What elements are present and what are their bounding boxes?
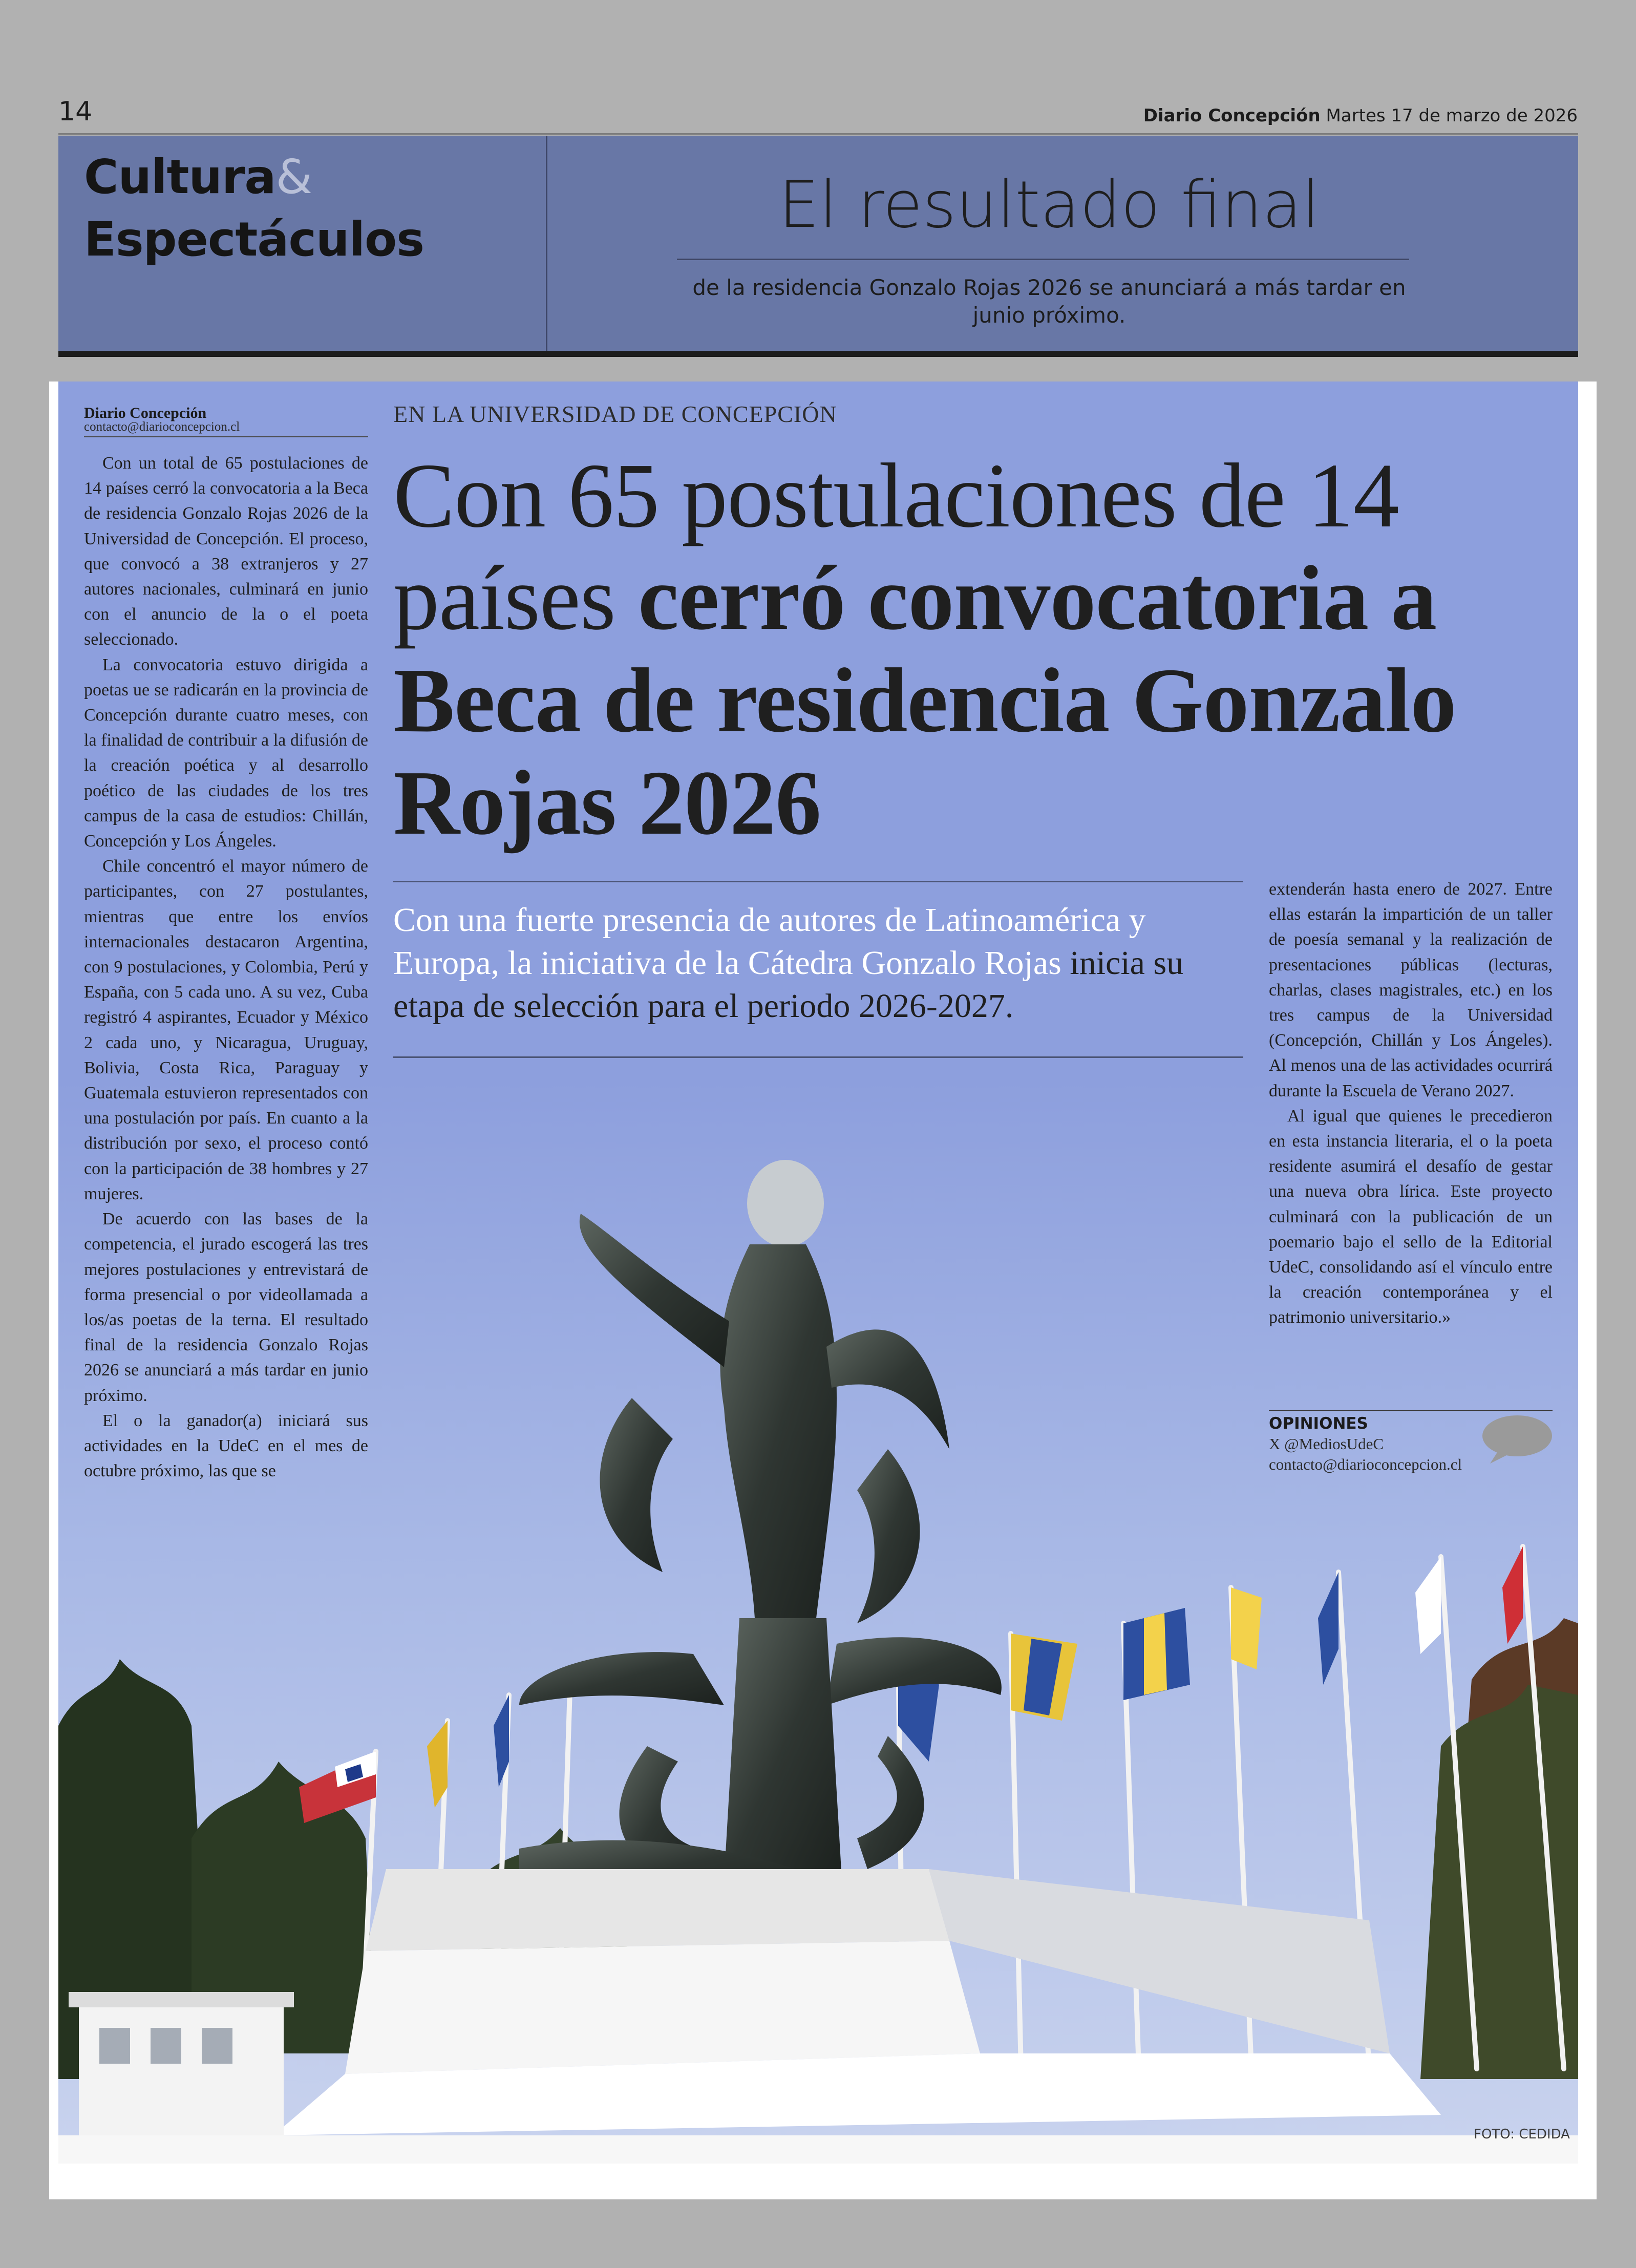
- lead-light: Con una fuerte presencia de autores de Latinoamérica y Europa, la iniciativa de la Cátedra Gonzalo Rojas: [393, 901, 1146, 982]
- kicker: EN LA UNIVERSIDAD DE CONCEPCIÓN: [393, 401, 837, 427]
- banner-subtitle: de la residencia Gonzalo Rojas 2026 se anunciará a más tardar en junio próximo.: [692, 275, 1406, 328]
- opinions-title: OPINIONES: [1269, 1414, 1368, 1433]
- photo-credit: FOTO: CEDIDA: [1474, 2127, 1570, 2142]
- pedestal: [273, 1869, 1441, 2135]
- banner-divider: [546, 136, 547, 351]
- section-banner: [58, 136, 1578, 351]
- body-paragraph: De acuerdo con las bases de la competencia, el jurado escogerá las tres mejores postulaciones y entrevistará de forma presencial o por videollamada a los/as poetas de la terna. El resultado final de la residencia Gonzalo Rojas 2026 se anunciará a más tardar en junio próximo.: [84, 1210, 368, 1405]
- page-number: 14: [58, 96, 93, 127]
- issue-date: Martes 17 de marzo de 2026: [1326, 105, 1578, 126]
- masthead: [1143, 105, 1578, 126]
- headline-light: Con 65 postulaciones de 14 países: [393, 444, 1399, 649]
- banner-title: El resultado final: [778, 167, 1320, 242]
- headline: [393, 444, 1520, 854]
- opinions-x-handle[interactable]: X @MediosUdeC: [1269, 1435, 1384, 1453]
- opinions-email[interactable]: contacto@diarioconcepcion.cl: [1269, 1455, 1462, 1473]
- banner-title-rule: [677, 259, 1409, 260]
- opinions-rule: [1269, 1410, 1553, 1411]
- section-ampersand: &: [275, 150, 312, 204]
- lead-rule-top: [393, 881, 1243, 882]
- top-rule: [58, 133, 1578, 135]
- banner-bottom-rule: [58, 351, 1578, 357]
- section-name-part2: Espectáculos: [84, 212, 424, 267]
- newspaper-name: Diario Concepción: [1143, 105, 1321, 126]
- lead-paragraph: [393, 899, 1259, 1028]
- right-column-body: [1269, 877, 1553, 1330]
- body-paragraph: La convocatoria estuvo dirigida a poetas ue se radicarán en la provincia de Concepción durante cuatro meses, con la finalidad de contribuir a la difusión de la creación poética y al desarrollo poético de las ciudades de los tres campus de la casa de estudios: Chillán, Concepción y Los Ángeles.: [84, 655, 368, 851]
- section-name: [84, 146, 424, 271]
- building: [69, 1992, 294, 2135]
- byline-email: contacto@diarioconcepcion.cl: [84, 420, 240, 434]
- body-paragraph: El o la ganador(a) iniciará sus actividades en la UdeC en el mes de octubre próximo, las que se: [84, 1411, 368, 1481]
- body-paragraph: extenderán hasta enero de 2027. Entre ellas estarán la impartición de un taller de poesía semanal y la realización de presentaciones públicas (lecturas, charlas, clases magistrales, etc.) en los tres campus de la Universidad (Concepción, Chillán y Los Ángeles). Al menos una de las actividades ocurrirá durante la Escuela de Verano 2027.: [1269, 880, 1553, 1100]
- byline-rule: [84, 436, 368, 437]
- byline-name: Diario Concepción: [84, 405, 207, 421]
- lead-dark: inicia su etapa de selección para el periodo 2026-2027.: [393, 944, 1184, 1025]
- lead-rule-bottom: [393, 1056, 1243, 1058]
- speech-bubble-icon: [1479, 1413, 1553, 1465]
- body-paragraph: Chile concentró el mayor número de participantes, con 27 postulantes, mientras que entre los envíos internacionales destacaron Argentina, con 9 postulaciones, y Colombia, Perú y España, con 5 cada uno. A su vez, Cuba registró 4 aspirantes, Ecuador y México 2 cada uno, y Nicaragua, Uruguay, Bolivia, Costa Rica, Paraguay y Guatemala estuvieron representados con una postulación por país. En cuanto a la distribución por sexo, el proceso contó con la participación de 38 hombres y 27 mujeres.: [84, 857, 368, 1203]
- headline-bold: cerró convocatoria a Beca de residencia Gonzalo Rojas 2026: [393, 547, 1456, 854]
- section-name-part1: Cultura: [84, 150, 276, 204]
- body-paragraph: Al igual que quienes le precedieron en esta instancia literaria, el o la poeta residente asumirá el desafío de gestar una nueva obra lírica. Este proyecto culminará con la publicación de un poemario bajo el sello de la Editorial UdeC, consolidando así el vínculo entre la creación contemporánea y el patrimonio universitario.»: [1269, 1106, 1553, 1327]
- left-column-body: [84, 451, 368, 1483]
- body-paragraph: Con un total de 65 postulaciones de 14 países cerró la convocatoria a la Beca de residencia Gonzalo Rojas 2026 de la Universidad de Concepción. El proceso, que convocó a 38 extranjeros y 27 autores nacionales, culminará en junio con el anuncio de la o el poeta seleccionado.: [84, 454, 368, 649]
